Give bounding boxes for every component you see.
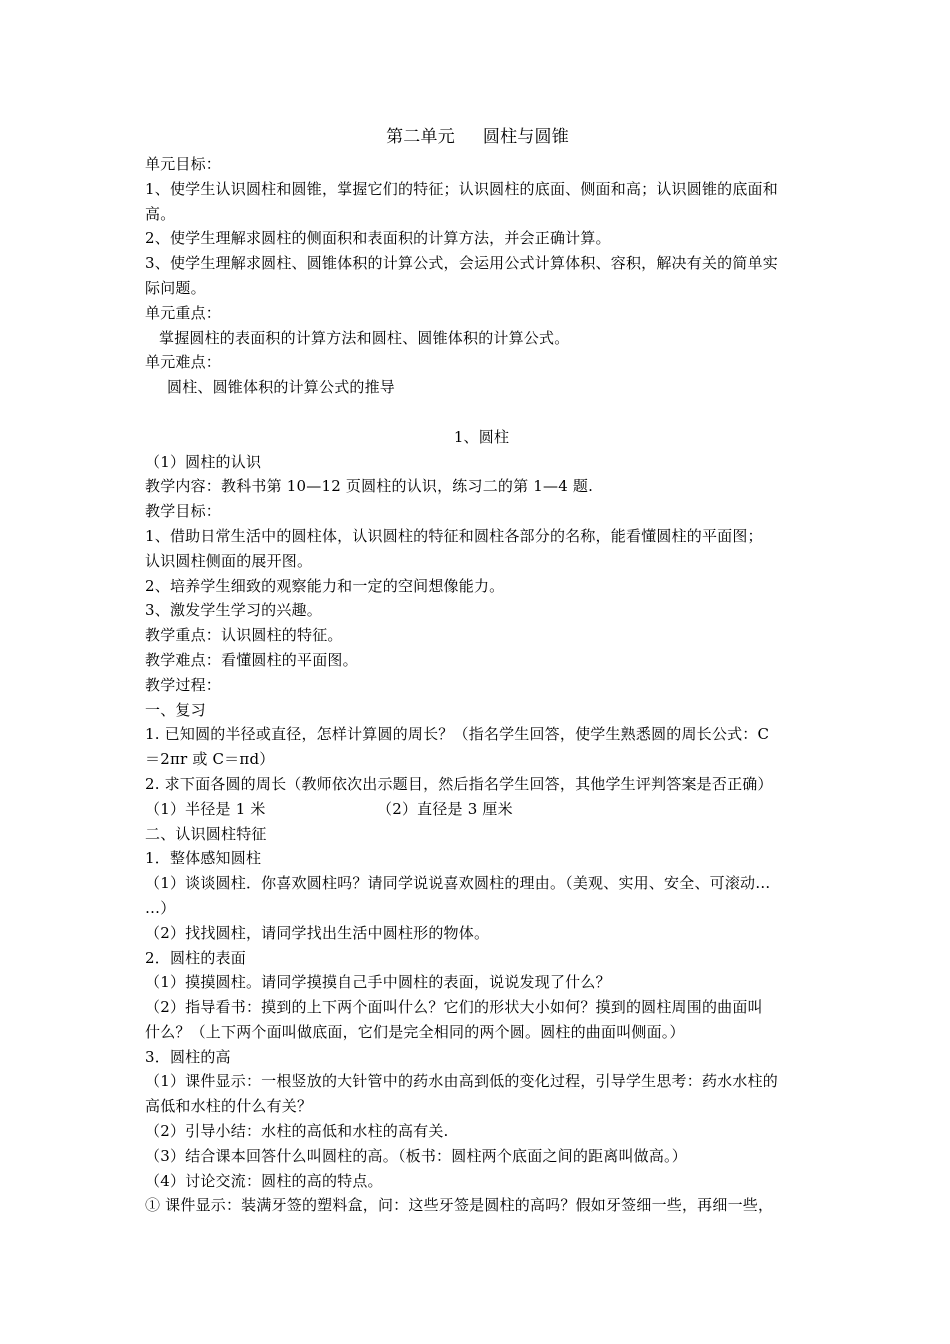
paragraph-line: 圆柱、圆锥体积的计算公式的推导 xyxy=(167,378,396,397)
title-unit: 第二单元 xyxy=(386,127,455,147)
paragraph-line: （1）摸摸圆柱。请同学摸摸自己手中圆柱的表面，说说发现了什么？ xyxy=(145,973,611,992)
paragraph-line: 3、使学生理解求圆柱、圆锥体积的计算公式，会运用公式计算体积、容积，解决有关的简单实 xyxy=(145,254,778,273)
paragraph-line: 高低和水柱的什么有关？ xyxy=(145,1097,313,1116)
page-title xyxy=(145,123,810,152)
paragraph-line: …） xyxy=(145,898,176,917)
paragraph-line: （2）指导看书：摸到的上下两个面叫什么？它们的形状大小如何？摸到的圆柱周围的曲面叫 xyxy=(145,998,763,1017)
paragraph-line: 单元目标： xyxy=(145,155,222,173)
paragraph-line: 二、认识圆柱特征 xyxy=(145,824,267,843)
paragraph-line: 际问题。 xyxy=(145,278,206,297)
paragraph-line: 认识圆柱侧面的展开图。 xyxy=(145,551,313,570)
paragraph-line: 教学重点：认识圆柱的特征。 xyxy=(145,626,343,645)
paragraph-line: 什么？（上下两个面叫做底面，它们是完全相同的两个圆。圆柱的曲面叫侧面。） xyxy=(145,1022,685,1041)
paragraph-line: 一、复习 xyxy=(145,700,206,719)
paragraph-line: 1. 已知圆的半径或直径，怎样计算圆的周长？（指名学生回答，使学生熟悉圆的周长公式：C xyxy=(145,725,770,744)
paragraph-line: （1）课件显示：一根竖放的大针管中的药水由高到低的变化过程，引导学生思考：药水水柱的 xyxy=(145,1072,778,1091)
paragraph-line: 2、培养学生细致的观察能力和一定的空间想像能力。 xyxy=(145,576,505,595)
paragraph-line: （1）圆柱的认识 xyxy=(145,452,262,471)
paragraph-line: （3）结合课本回答什么叫圆柱的高。（板书：圆柱两个底面之间的距离叫做高。） xyxy=(145,1146,687,1165)
paragraph-line: 2. 求下面各圆的周长（教师依次出示题目，然后指名学生回答，其他学生评判答案是否正确） xyxy=(145,774,773,793)
paragraph-line: ＝2πr 或 C＝πd） xyxy=(145,750,275,769)
two-column-line xyxy=(145,797,810,822)
title-topic: 圆柱与圆锥 xyxy=(482,127,569,147)
paragraph-line: 掌握圆柱的表面积的计算方法和圆柱、圆锥体积的计算公式。 xyxy=(159,328,570,347)
paragraph-line: 教学目标： xyxy=(145,502,222,521)
paragraph-line: 单元重点： xyxy=(145,303,222,322)
paragraph-line: 教学过程： xyxy=(145,675,222,694)
paragraph-line: 1、借助日常生活中的圆柱体，认识圆柱的特征和圆柱各部分的名称，能看懂圆柱的平面图； xyxy=(145,526,763,545)
section-title: 1、圆柱 xyxy=(453,427,510,446)
document-body xyxy=(145,123,810,1218)
paragraph-line: （2）引导小结：水柱的高低和水柱的高有关. xyxy=(145,1122,449,1141)
paragraph-line: 1．整体感知圆柱 xyxy=(145,849,262,868)
paragraph-line: 教学难点：看懂圆柱的平面图。 xyxy=(145,650,358,669)
paragraph-line: （1）谈谈圆柱．你喜欢圆柱吗？请同学说说喜欢圆柱的理由。（美观、实用、安全、可滚动… xyxy=(145,874,771,893)
exercise-right: （2）直径是 3 厘米 xyxy=(377,799,513,818)
paragraph-line: 1、使学生认识圆柱和圆锥，掌握它们的特征；认识圆柱的底面、侧面和高；认识圆锥的底面和 xyxy=(145,179,778,198)
paragraph-line: （4）讨论交流：圆柱的高的特点。 xyxy=(145,1171,383,1190)
paragraph-line: （2）找找圆柱，请同学找出生活中圆柱形的物体。 xyxy=(145,923,490,942)
paragraph-line: 教学内容：教科书第 10—12 页圆柱的认识，练习二的第 1—4 题. xyxy=(145,477,594,496)
paragraph-line: 3、激发学生学习的兴趣。 xyxy=(145,601,322,620)
paragraph-line: 高。 xyxy=(145,204,176,223)
spacer xyxy=(145,400,810,425)
paragraph-line: 3．圆柱的高 xyxy=(145,1047,231,1066)
paragraph-line: 单元难点： xyxy=(145,353,222,372)
paragraph-line: ① 课件显示：装满牙签的塑料盒，问：这些牙签是圆柱的高吗？假如牙签细一些，再细一些， xyxy=(145,1196,774,1215)
exercise-left: （1）半径是 1 米 xyxy=(145,799,266,818)
paragraph-line: 2．圆柱的表面 xyxy=(145,948,246,967)
paragraph-line: 2、使学生理解求圆柱的侧面积和表面积的计算方法，并会正确计算。 xyxy=(145,229,611,248)
